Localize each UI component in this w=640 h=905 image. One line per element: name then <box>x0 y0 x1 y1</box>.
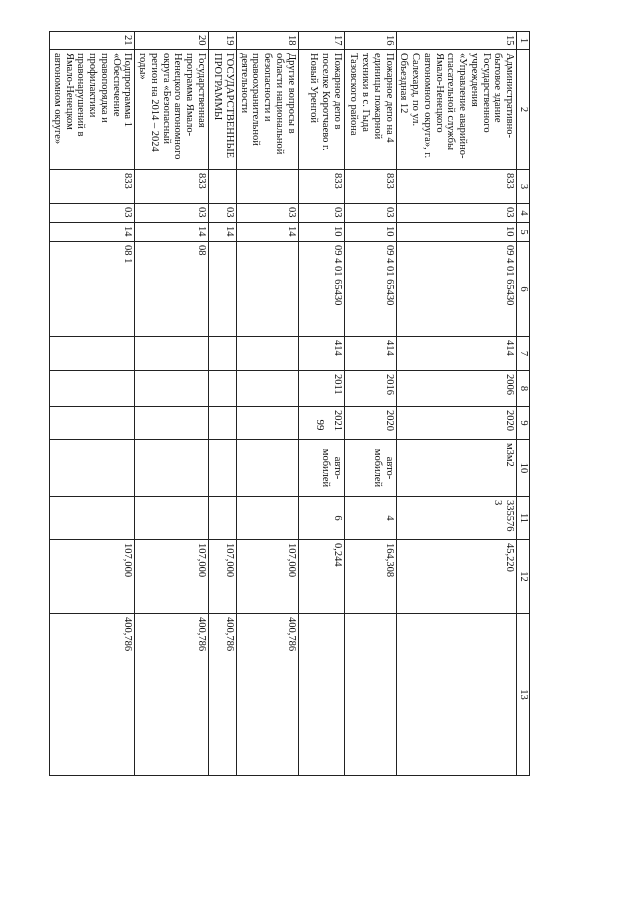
cell-col4: 03 <box>135 204 209 223</box>
cell-col5: 10 <box>396 223 517 242</box>
table-row <box>209 32 237 776</box>
row-name: Государственная программа Ямало-Ненецкого автономного округа «Безопасный регион на 2014 – 2024 годы» <box>135 50 209 170</box>
row-name: ГОСУДАРСТВЕННЫЕ ПРОГРАММЫ <box>209 50 237 170</box>
header-cell: 10 <box>517 440 530 497</box>
cell-col12: 107,000 <box>50 540 135 614</box>
cell-col3 <box>237 170 299 204</box>
cell-col7 <box>209 337 237 371</box>
cell-col7 <box>237 337 299 371</box>
row-name: Пожарное депо в поселке Коротчаево г. Новый Уренгой <box>298 50 344 170</box>
cell-col3: 833 <box>298 170 344 204</box>
cell-col11: 4 <box>344 497 396 540</box>
cell-col13: 400,786 <box>237 614 299 776</box>
cell-col13: 400,786 <box>209 614 237 776</box>
cell-col5: 14 <box>135 223 209 242</box>
header-cell: 4 <box>517 204 530 223</box>
cell-col7 <box>50 337 135 371</box>
cell-col4: 03 <box>237 204 299 223</box>
cell-col8 <box>50 371 135 407</box>
cell-col11 <box>237 497 299 540</box>
cell-col10: авто-мобилей <box>344 440 396 497</box>
header-cell: 7 <box>517 337 530 371</box>
header-cell: 3 <box>517 170 530 204</box>
cell-col3: 833 <box>50 170 135 204</box>
row-number: 15 <box>396 32 517 50</box>
cell-col12: 107,000 <box>135 540 209 614</box>
cell-col8: 2016 <box>344 371 396 407</box>
cell-col10: авто-мобилей <box>298 440 344 497</box>
cell-col8 <box>135 371 209 407</box>
row-name: Подпрограмма 1 «Обеспечение правопорядка и профилактики правонарушений в Ямало-Ненецком автономном округе» <box>50 50 135 170</box>
cell-col10 <box>50 440 135 497</box>
header-cell: 9 <box>517 407 530 440</box>
cell-col4: 03 <box>298 204 344 223</box>
cell-col8 <box>237 371 299 407</box>
cell-col9 <box>209 407 237 440</box>
budget-table <box>49 31 530 776</box>
cell-col5: 14 <box>50 223 135 242</box>
table-row <box>237 32 299 776</box>
cell-col11: 3355763 <box>396 497 517 540</box>
cell-col9 <box>135 407 209 440</box>
cell-col11 <box>135 497 209 540</box>
table-row <box>135 32 209 776</box>
cell-col10 <box>209 440 237 497</box>
cell-col9: 2020 <box>344 407 396 440</box>
cell-col6: 08 1 <box>50 242 135 337</box>
header-cell: 1 <box>517 32 530 50</box>
header-cell: 8 <box>517 371 530 407</box>
cell-col6: 08 <box>135 242 209 337</box>
table-row <box>344 32 396 776</box>
cell-col13: 400,786 <box>50 614 135 776</box>
cell-col7: 414 <box>298 337 344 371</box>
header-cell: 11 <box>517 497 530 540</box>
cell-col13: 400,786 <box>135 614 209 776</box>
cell-col12: 0,244 <box>298 540 344 614</box>
cell-col10 <box>237 440 299 497</box>
cell-col12: 107,000 <box>237 540 299 614</box>
cell-col10 <box>135 440 209 497</box>
cell-col3: 833 <box>396 170 517 204</box>
cell-col11 <box>209 497 237 540</box>
rotated-table-container <box>52 31 530 776</box>
cell-col9: 2020 <box>396 407 517 440</box>
row-number: 16 <box>344 32 396 50</box>
header-cell: 6 <box>517 242 530 337</box>
cell-col5: 14 <box>237 223 299 242</box>
row-name: Пожарное депо на 4 единицы пожарной техники в с. Гыда Тазовского района <box>344 50 396 170</box>
cell-col5: 14 <box>209 223 237 242</box>
header-row <box>517 32 530 776</box>
cell-col6 <box>237 242 299 337</box>
cell-col13 <box>344 614 396 776</box>
cell-col5: 10 <box>344 223 396 242</box>
cell-col13 <box>396 614 517 776</box>
header-cell: 2 <box>517 50 530 170</box>
row-number: 19 <box>209 32 237 50</box>
row-number: 17 <box>298 32 344 50</box>
cell-col6: 09 4 01 65430 <box>298 242 344 337</box>
cell-col9 <box>50 407 135 440</box>
cell-col9: 2021 <box>298 407 344 440</box>
cell-col4: 03 <box>50 204 135 223</box>
row-name: Другие вопросы в области национальной безопасности и правоохранительной деятельности <box>237 50 299 170</box>
row-number: 21 <box>50 32 135 50</box>
cell-col11: 6 <box>298 497 344 540</box>
cell-col4: 03 <box>344 204 396 223</box>
page-number: 99 <box>314 419 326 431</box>
cell-col8: 2006 <box>396 371 517 407</box>
cell-col9 <box>237 407 299 440</box>
table-row <box>50 32 135 776</box>
header-cell: 5 <box>517 223 530 242</box>
cell-col4: 03 <box>396 204 517 223</box>
cell-col12: 164,308 <box>344 540 396 614</box>
row-number: 20 <box>135 32 209 50</box>
header-cell: 12 <box>517 540 530 614</box>
cell-col7: 414 <box>396 337 517 371</box>
cell-col5: 10 <box>298 223 344 242</box>
cell-col8: 2011 <box>298 371 344 407</box>
cell-col3 <box>209 170 237 204</box>
cell-col7 <box>135 337 209 371</box>
cell-col6 <box>209 242 237 337</box>
row-number: 18 <box>237 32 299 50</box>
cell-col11 <box>50 497 135 540</box>
cell-col12: 107,000 <box>209 540 237 614</box>
cell-col3: 833 <box>135 170 209 204</box>
cell-col3: 833 <box>344 170 396 204</box>
cell-col4: 03 <box>209 204 237 223</box>
table-row <box>298 32 344 776</box>
row-name: Административно-бытовое здание Государственного учреждения «Управление аварийно-спасательной службы Ямало-Ненецкого автономного округа», г. Салехард, по ул. Объездная 12 <box>396 50 517 170</box>
cell-col6: 09 4 01 65430 <box>344 242 396 337</box>
cell-col13 <box>298 614 344 776</box>
cell-col10: м3м2 <box>396 440 517 497</box>
cell-col12: 45,220 <box>396 540 517 614</box>
header-cell: 13 <box>517 614 530 776</box>
cell-col6: 09 4 01 65430 <box>396 242 517 337</box>
cell-col7: 414 <box>344 337 396 371</box>
cell-col8 <box>209 371 237 407</box>
table-row <box>396 32 517 776</box>
